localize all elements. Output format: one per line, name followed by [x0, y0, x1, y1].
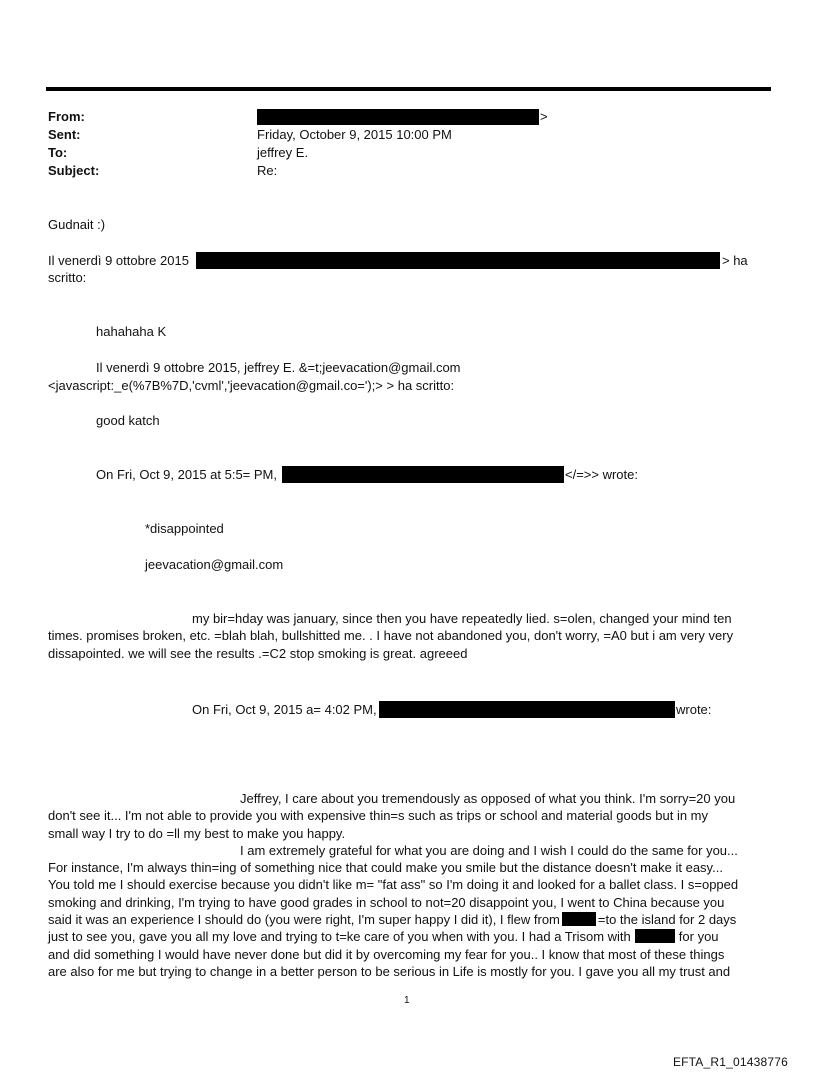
letter-line: I am extremely grateful for what you are doing and I wish I could do the same for you... [240, 842, 738, 858]
redacted-name [635, 929, 675, 943]
redacted-on-fri-1 [282, 466, 564, 483]
to-value: jeffrey E. [257, 145, 309, 160]
good-katch-text: good katch [96, 413, 160, 428]
bday-paragraph [48, 610, 768, 662]
letter-paragraph [48, 790, 768, 980]
redacted-place [562, 912, 596, 926]
from-label: From: [48, 109, 85, 124]
redacted-on-fri-2 [379, 701, 675, 718]
letter-line: For instance, I'm always thin=ing of something nice that could make you smile but the distance doesn't make it easy... [48, 860, 723, 876]
document-id: EFTA_R1_01438776 [672, 1055, 788, 1069]
on-fri-1-prefix: On Fri, Oct 9, 2015 at 5:5= PM, [96, 467, 277, 482]
bday-line: times. promises broken, etc. =blah blah, bullshitted me. . I have not abandoned you, don't worry, =A0 but i am very very [48, 628, 734, 644]
letter-line-part: just to see you, gave you all my love and trying to t=ke care of you when with you. I had a Trisom with [48, 929, 631, 945]
quote1-line2: scritto: [48, 270, 87, 285]
sent-label: Sent: [48, 127, 81, 142]
disappointed-text: *disappointed [145, 521, 224, 536]
bday-line: dissapointed. we will see the results .=C2 stop smoking is great. agreeed [48, 645, 468, 661]
email-text: jeevacation@gmail.com [145, 557, 284, 572]
redacted-quote1-sender [196, 252, 720, 269]
letter-line: small way I try to do =ll my best to make you happy. [48, 825, 346, 841]
letter-line: Jeffrey, I care about you tremendously as opposed of what you think. I'm sorry=20 you [240, 791, 736, 806]
subject-label: Subject: [48, 163, 100, 178]
header-rule [46, 87, 771, 91]
letter-line-part: said it was an experience I should do (you were right, I'm super happy I did it), I flew from [48, 912, 560, 928]
quote2-line1: Il venerdì 9 ottobre 2015, jeffrey E. &=t;jeevacation@gmail.com [96, 360, 461, 375]
letter-line-part: for you [678, 929, 719, 945]
to-label: To: [48, 145, 68, 160]
on-fri-1-suffix: </=>> wrote: [565, 467, 638, 482]
letter-line-part: =to the island for 2 days [597, 912, 737, 928]
letter-line [48, 911, 768, 928]
quote1-suffix: > ha [722, 253, 748, 268]
letter-line [48, 928, 768, 945]
letter-line: You told me I should exercise because you didn't like m= "fat ass" so I'm doing it and looked for a ballet class. I s=opped [48, 877, 739, 893]
hahaha-text: hahahaha K [96, 324, 167, 339]
bday-line: my bir=hday was january, since then you have repeatedly lied. s=olen, changed your mind ten [192, 611, 732, 626]
sent-value: Friday, October 9, 2015 10:00 PM [257, 127, 452, 142]
on-fri-2-suffix: wrote: [676, 702, 712, 717]
on-fri-2-prefix: On Fri, Oct 9, 2015 a= 4:02 PM, [192, 702, 377, 717]
redacted-sender [257, 109, 539, 125]
letter-line: smoking and drinking, I'm trying to have good grades in school to not=20 disappoint you, I went to China because you [48, 894, 725, 910]
from-suffix: > [540, 109, 548, 124]
quote2-line2: <javascript:_e(%7B%7D,'cvml','jeevacation@gmail.co=');> > ha scritto: [48, 378, 455, 393]
letter-line: are also for me but trying to change in a better person to be serious in Life is mostly for you. I gave you all my trust and [48, 963, 731, 979]
page-number: 1 [404, 995, 410, 1006]
letter-line: don't see it... I'm not able to provide you with expensive thin=s such as trips or school and material goods but in my [48, 808, 709, 824]
subject-value: Re: [257, 163, 278, 178]
letter-line: and did something I would have never done but did it by overcoming my fear for you.. I know that most of these things [48, 946, 725, 962]
quote1-prefix: Il venerdì 9 ottobre 2015 [48, 253, 189, 268]
greeting: Gudnait :) [48, 217, 106, 232]
